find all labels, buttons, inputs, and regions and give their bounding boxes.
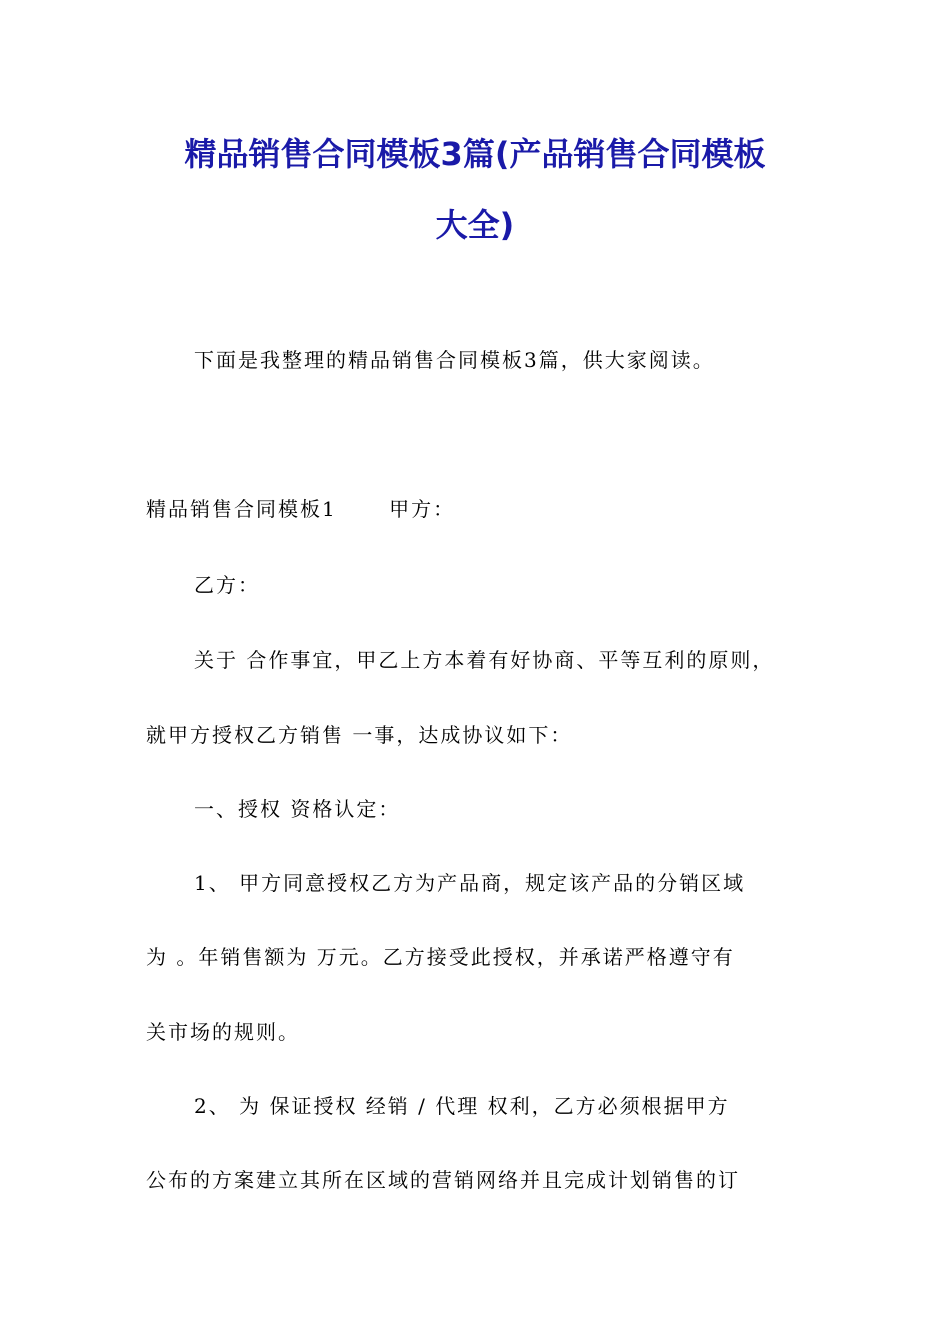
body-line: 关于 合作事宜，甲乙上方本着有好协商、平等互利的原则， [194, 648, 775, 672]
intro-paragraph: 下面是我整理的精品销售合同模板3篇，供大家阅读。 [194, 348, 715, 372]
clause-line: 为 。年销售额为 万元。乙方接受此授权，并承诺严格遵守有 [146, 945, 735, 969]
clause-line: 公布的方案建立其所在区域的营销网络并且完成计划销售的订 [146, 1168, 740, 1192]
section-heading-template-1: 精品销售合同模板1 甲方： [146, 497, 456, 521]
party-b-line: 乙方： [194, 573, 260, 597]
document-title-line-2: 大全) [435, 206, 515, 244]
clause-line: 1、 甲方同意授权乙方为产品商，规定该产品的分销区域 [194, 871, 746, 895]
clause-line: 关市场的规则。 [146, 1020, 300, 1044]
document-title-line-1: 精品销售合同模板3篇(产品销售合同模板 [184, 135, 766, 173]
clause-line: 2、 为 保证授权 经销 / 代理 权利，乙方必须根据甲方 [194, 1094, 730, 1118]
clause-heading: 一、授权 资格认定： [194, 797, 401, 821]
body-line: 就甲方授权乙方销售 一事，达成协议如下： [146, 723, 573, 747]
